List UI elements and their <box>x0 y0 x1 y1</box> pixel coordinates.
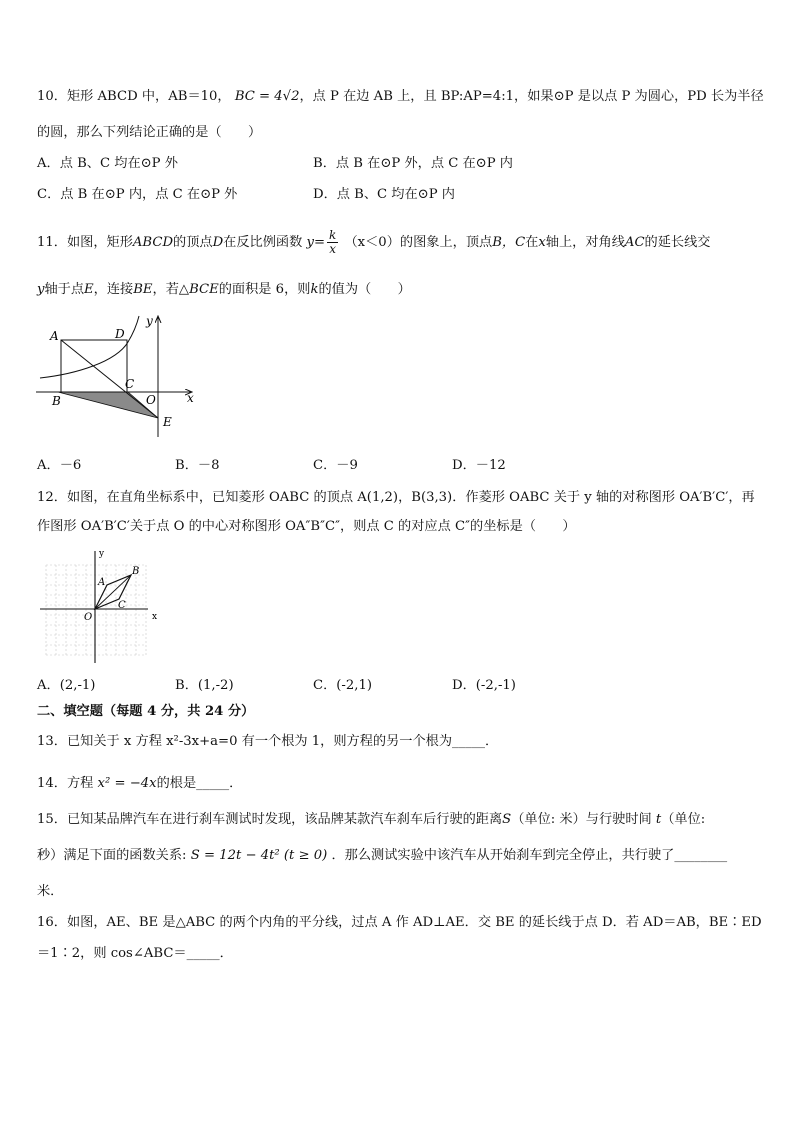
q11-l2-k: k <box>310 282 319 297</box>
q11-hyperbola <box>40 316 139 378</box>
q15-var-t: t <box>655 812 662 827</box>
q10-bc-formula: BC = 4√2 <box>234 89 300 104</box>
q11-label-y: y <box>146 314 153 328</box>
q11-text-e: 的图象上，顶点 <box>399 235 493 250</box>
q10-option-c[interactable]: C．点 B 在⊙P 内，点 C 在⊙P 外 <box>37 187 238 202</box>
q11-l2-f: 的值为（ ） <box>318 282 411 297</box>
q11-bc: B，C <box>492 235 526 250</box>
section-heading-fill-in: 二、填空题（每题 4 分，共 24 分） <box>37 704 255 719</box>
q11-line1 <box>37 229 710 256</box>
q14-line <box>37 775 242 793</box>
q12-figure <box>36 545 160 665</box>
q16-line2: ＝1∶2，则 cos∠ABC＝_____． <box>37 946 233 961</box>
q11-line2 <box>37 281 411 299</box>
q11-label-a: A <box>50 329 59 343</box>
q11-l2-c: ，若△ <box>152 282 190 297</box>
q11-shaded-triangle <box>58 392 158 418</box>
q11-d: D <box>212 235 224 250</box>
q12-option-a[interactable]: A．(2,-1) <box>37 678 96 693</box>
q11-l2-a: 轴于点 <box>44 282 85 297</box>
q11-frac-x: x <box>329 242 337 256</box>
q11-label-c: C <box>125 377 135 391</box>
q11-func-y: y <box>306 235 314 250</box>
q10-number: 10． <box>37 89 67 104</box>
q11-text-c: 在反比例函数 <box>223 235 303 250</box>
q10-option-b[interactable]: B．点 B 在⊙P 外，点 C 在⊙P 内 <box>313 156 513 171</box>
q12-label-o: O <box>84 612 93 623</box>
q11-text-h: 的延长线交 <box>644 235 711 250</box>
q11-frac-k: k <box>329 228 337 242</box>
q15-line2 <box>37 847 727 865</box>
q11-l2-be: BE <box>133 282 153 297</box>
q15-line1 <box>37 811 705 829</box>
q10-line2: 的圆，那么下列结论正确的是（ ） <box>37 125 262 140</box>
q12-label-y: y <box>99 549 105 559</box>
q13-text: 13．已知关于 x 方程 x²-3x+a=0 有一个根为 1，则方程的另一个根为_____． <box>37 734 499 749</box>
q12-line2: 作图形 OA′B′C′关于点 O 的中心对称图形 OA″B″C″，则点 C 的对应点 C″的坐标是（ ） <box>37 519 576 534</box>
q11-text-b: 的顶点 <box>173 235 213 250</box>
q11-func-eq: = <box>313 235 326 250</box>
q10-text-b: ，点 P 在边 AB 上，且 BP:AP=4:1，如果⊙P 是以点 P 为圆心，PD 长为半径 <box>299 89 764 104</box>
q11-xaxis: x <box>538 235 546 250</box>
q11-label-b: B <box>52 394 61 408</box>
q16-line1: 16．如图，AE、BE 是△ABC 的两个内角的平分线，过点 A 作 AD⊥AE．交 BE 的延长线于点 D．若 AD＝AB，BE∶ED <box>37 915 762 930</box>
q11-ac: AC <box>624 235 645 250</box>
q11-option-a[interactable]: A．－6 <box>37 458 82 473</box>
q11-l2-bce: BCE <box>189 282 219 297</box>
q12-option-b[interactable]: B．(1,-2) <box>175 678 234 693</box>
q11-label-d: D <box>115 327 125 341</box>
q15-text-a: 15．已知某品牌汽车在进行刹车测试时发现，该品牌某款汽车刹车后行驶的距离 <box>37 812 503 827</box>
q12-label-b: B <box>132 566 140 577</box>
q12-label-c: C <box>118 600 126 611</box>
q11-condition: （x＜0） <box>344 235 400 250</box>
q11-text-g: 轴上，对角线 <box>545 235 625 250</box>
q11-l2-e: E <box>84 282 94 297</box>
q10-line1 <box>37 88 764 106</box>
q12-label-x: x <box>152 612 158 622</box>
q12-line1: 12．如图，在直角坐标系中，已知菱形 OABC 的顶点 A(1,2)，B(3,3)．作菱形 OABC 关于 y 轴的对称图形 OA′B′C′，再 <box>37 490 755 505</box>
q12-option-d[interactable]: D．(-2,-1) <box>452 678 516 693</box>
q11-fraction <box>327 229 338 256</box>
q11-option-d[interactable]: D．－12 <box>452 458 506 473</box>
q11-diagonal <box>61 340 158 418</box>
q11-l2-y: y <box>37 282 45 297</box>
q15-line3: 米． <box>37 884 64 899</box>
q14-text-a: 14．方程 <box>37 776 94 791</box>
q15-text-c: （单位: <box>661 812 706 827</box>
q11-number: 11． <box>37 235 67 250</box>
q11-figure <box>36 312 206 438</box>
q12-grid <box>46 565 146 655</box>
q11-label-x: x <box>187 391 194 405</box>
q14-text-b: 的根是_____． <box>156 776 243 791</box>
q11-l2-d: 的面积是 6，则 <box>218 282 311 297</box>
q10-option-a[interactable]: A．点 B、C 均在⊙P 外 <box>37 156 178 171</box>
q11-option-b[interactable]: B．－8 <box>175 458 220 473</box>
q15-text-b: （单位: 米）与行驶时间 <box>511 812 652 827</box>
q15-var-s: S <box>502 812 512 827</box>
q11-l2-b: ，连接 <box>93 282 134 297</box>
q11-label-o: O <box>146 393 156 407</box>
q15-formula: S = 12t − 4t² (t ≥ 0) <box>190 848 328 863</box>
q14-equation: x² = −4x <box>97 776 157 791</box>
q11-text-f: 在 <box>525 235 539 250</box>
q15-text-line2b: ．那么测试实验中该汽车从开始刹车到完全停止，共行驶了________ <box>331 848 728 863</box>
q12-option-c[interactable]: C．(-2,1) <box>313 678 372 693</box>
q10-option-d[interactable]: D．点 B、C 均在⊙P 内 <box>313 187 455 202</box>
q11-abcd: ABCD <box>132 235 174 250</box>
q10-text-a: 矩形 ABCD 中，AB＝10， <box>66 89 231 104</box>
q11-text-a: 如图，矩形 <box>66 235 133 250</box>
q11-label-e: E <box>163 415 172 429</box>
q12-label-a: A <box>98 577 106 588</box>
q15-text-line2a: 秒）满足下面的函数关系: <box>37 848 187 863</box>
q11-option-c[interactable]: C．－9 <box>313 458 358 473</box>
